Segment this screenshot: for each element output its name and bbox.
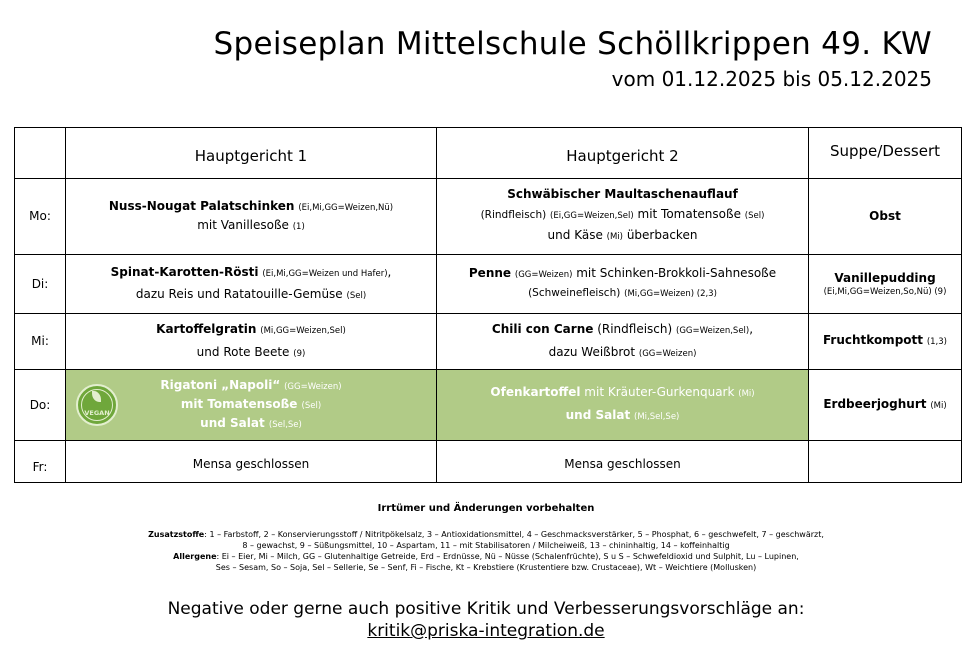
dish-line (72, 217, 430, 236)
dish-line (72, 198, 430, 217)
dish-name: Penne (468, 266, 512, 280)
dish-cell (437, 314, 809, 370)
header-hauptgericht-2: Hauptgericht 2 (437, 128, 809, 179)
allergens-text: : Ei – Eier, Mi – Milch, GG – Glutenhaltige Getreide, Erd – Erdnüsse, Nü – Nüsse (Schalenfrüchte), S u S – Schwefeldioxid und Sulphit, Lu – Lupinen, (216, 552, 799, 561)
allergen-code: (Ei,Mi,GG=Weizen,So,Nü) (9) (823, 287, 947, 297)
feedback-text: Negative oder gerne auch positive Kritik und Verbesserungsvorschläge an: (167, 599, 805, 619)
dish-text: und Salat (200, 415, 265, 430)
additives-text: : 1 – Farbstoff, 2 – Konservierungsstoff / Nitritpökelsalz, 3 – Antioxidationsmittel, 4 – Geschmacksverstärker, 5 – Phosphat, 6 – geschwefelt, 7 – geschwärzt, (204, 530, 824, 539)
punctuation: , (387, 265, 392, 279)
dessert-cell (809, 179, 962, 255)
dish-cell: Mensa geschlossen (66, 441, 437, 483)
dish-name: Nuss-Nougat Palatschinken (108, 198, 295, 213)
dessert-cell (809, 255, 962, 314)
legend-text (0, 529, 972, 573)
dish-name: Chili con Carne (491, 321, 594, 336)
email-link[interactable]: kritik@priska-integration.de (367, 621, 605, 641)
dish-line (72, 284, 430, 306)
allergen-code: (9) (293, 348, 306, 359)
day-label: Fr: (15, 441, 66, 483)
dish-line (72, 319, 430, 342)
disclaimer: Irrtümer und Änderungen vorbehalten (377, 503, 595, 514)
dish-cell (437, 179, 809, 255)
table-row (15, 255, 962, 314)
dish-cell-vegan (66, 370, 437, 441)
date-range: vom 01.12.2025 bis 05.12.2025 (611, 67, 932, 91)
dish-text: und Käse (547, 228, 603, 243)
dish-name: Fruchtkompott (823, 333, 923, 347)
dish-line (72, 415, 430, 434)
meat-note: (Rindfleisch) (597, 321, 673, 336)
header-suppe-dessert: Suppe/Dessert (809, 128, 962, 179)
dish-text: und Salat (565, 408, 631, 422)
dish-name: Ofenkartoffel (490, 385, 581, 399)
dish-name: Erdbeerjoghurt (823, 396, 927, 411)
punctuation: , (749, 321, 754, 336)
header-empty (15, 128, 66, 179)
dish-line (443, 185, 802, 205)
allergen-code: (Mi,Sel,Se) (634, 412, 680, 422)
day-label: Di: (15, 255, 66, 314)
dish-text: und Rote Beete (196, 344, 290, 359)
allergen-code: (GG=Weizen) (514, 270, 573, 280)
allergens-label: Allergene (173, 552, 217, 561)
dish-name: Vanillepudding (834, 271, 936, 285)
allergen-code: (1,3) (926, 337, 947, 347)
day-label: Mi: (15, 314, 66, 370)
feedback-block (0, 598, 972, 642)
menu-table (14, 127, 962, 483)
allergen-code: (Sel,Se) (268, 419, 302, 430)
header-row (15, 128, 962, 179)
table-row (15, 441, 962, 483)
allergen-code: (Mi,GG=Weizen) (2,3) (624, 289, 717, 299)
dish-text: dazu Reis und Ratatouille-Gemüse (135, 287, 343, 301)
table-row (15, 179, 962, 255)
additives-line: 8 – gewachst, 9 – Süßungsmittel, 10 – Aspartam, 11 – mit Stabilisatoren / Milcheiweiß, 13 – chininhaltig, 14 – koffeinhaltig (242, 541, 730, 550)
day-label: Mo: (15, 179, 66, 255)
dish-line (72, 396, 430, 415)
dish-line (443, 342, 802, 365)
dish-name: Spinat-Karotten-Rösti (110, 265, 259, 279)
dish-name: Rigatoni „Napoli“ (160, 377, 281, 392)
allergens-line (0, 551, 972, 562)
dish-line (443, 284, 802, 303)
dish-cell (437, 255, 809, 314)
vegan-badge-icon (76, 384, 118, 426)
dish-cell-vegan (437, 370, 809, 441)
dish-line (72, 342, 430, 365)
allergen-code: (Mi) (930, 400, 947, 411)
meat-note: (Rindfleisch) (480, 208, 547, 221)
dish-text: dazu Weißbrot (548, 344, 636, 359)
dish-cell (66, 255, 437, 314)
dish-text: überbacken (626, 228, 698, 243)
allergen-code: (Sel) (346, 291, 367, 301)
dish-line (443, 405, 802, 428)
allergen-code: (Sel) (301, 400, 322, 411)
dish-text: mit Schinken-Brokkoli-Sahnesoße (576, 266, 777, 280)
additives-label: Zusatzstoffe (148, 530, 205, 539)
allergen-code: (Ei,Mi,GG=Weizen und Hafer) (262, 269, 388, 279)
dish-text: mit Tomatensoße (637, 206, 741, 221)
allergen-code: (Mi,GG=Weizen,Sel) (260, 325, 346, 336)
dish-line (443, 205, 802, 227)
dish-line (443, 382, 802, 405)
dish-name: Obst (869, 209, 901, 223)
dish-line (443, 226, 802, 248)
dish-line (72, 377, 430, 396)
dish-name: Schwäbischer Maultaschenauflauf (507, 187, 738, 202)
allergens-line: Ses – Sesam, So – Soja, Sel – Sellerie, Se – Senf, Fi – Fische, Kt – Krebstiere (Krustentiere bzw. Crustaceae), Wt – Weichtiere (Mollusken) (215, 563, 757, 572)
dessert-cell (809, 314, 962, 370)
allergen-code: (GG=Weizen) (638, 348, 697, 359)
dessert-cell (809, 370, 962, 441)
allergen-code: (Sel) (744, 210, 765, 221)
table-row (15, 314, 962, 370)
dish-name: Kartoffelgratin (156, 321, 257, 336)
dish-cell (66, 179, 437, 255)
dish-line (443, 265, 802, 284)
dish-line (443, 319, 802, 342)
dish-text: mit Vanillesoße (197, 217, 289, 232)
table-row (15, 370, 962, 441)
day-label: Do: (15, 370, 66, 441)
badge-label: VEGAN (84, 409, 110, 417)
dessert-cell (809, 441, 962, 483)
allergen-code: (Ei,Mi,GG=Weizen,Nü) (298, 202, 394, 213)
dish-cell: Mensa geschlossen (437, 441, 809, 483)
dish-text: mit Tomatensoße (180, 396, 298, 411)
allergen-code: (1) (292, 221, 305, 232)
dish-text: mit Kräuter-Gurkenquark (584, 385, 735, 399)
header-hauptgericht-1: Hauptgericht 1 (66, 128, 437, 179)
allergen-code: (Mi) (606, 232, 623, 243)
allergen-code: (Ei,GG=Weizen,Sel) (550, 210, 634, 221)
allergen-code: (GG=Weizen) (284, 381, 342, 392)
additives-line (0, 529, 972, 540)
page-title: Speiseplan Mittelschule Schöllkrippen 49. KW (213, 26, 932, 62)
dish-cell (66, 314, 437, 370)
allergen-code: (GG=Weizen,Sel) (676, 325, 750, 336)
allergen-code: (Mi) (738, 389, 755, 399)
meat-note: (Schweinefleisch) (528, 287, 621, 299)
dish-line (72, 262, 430, 284)
